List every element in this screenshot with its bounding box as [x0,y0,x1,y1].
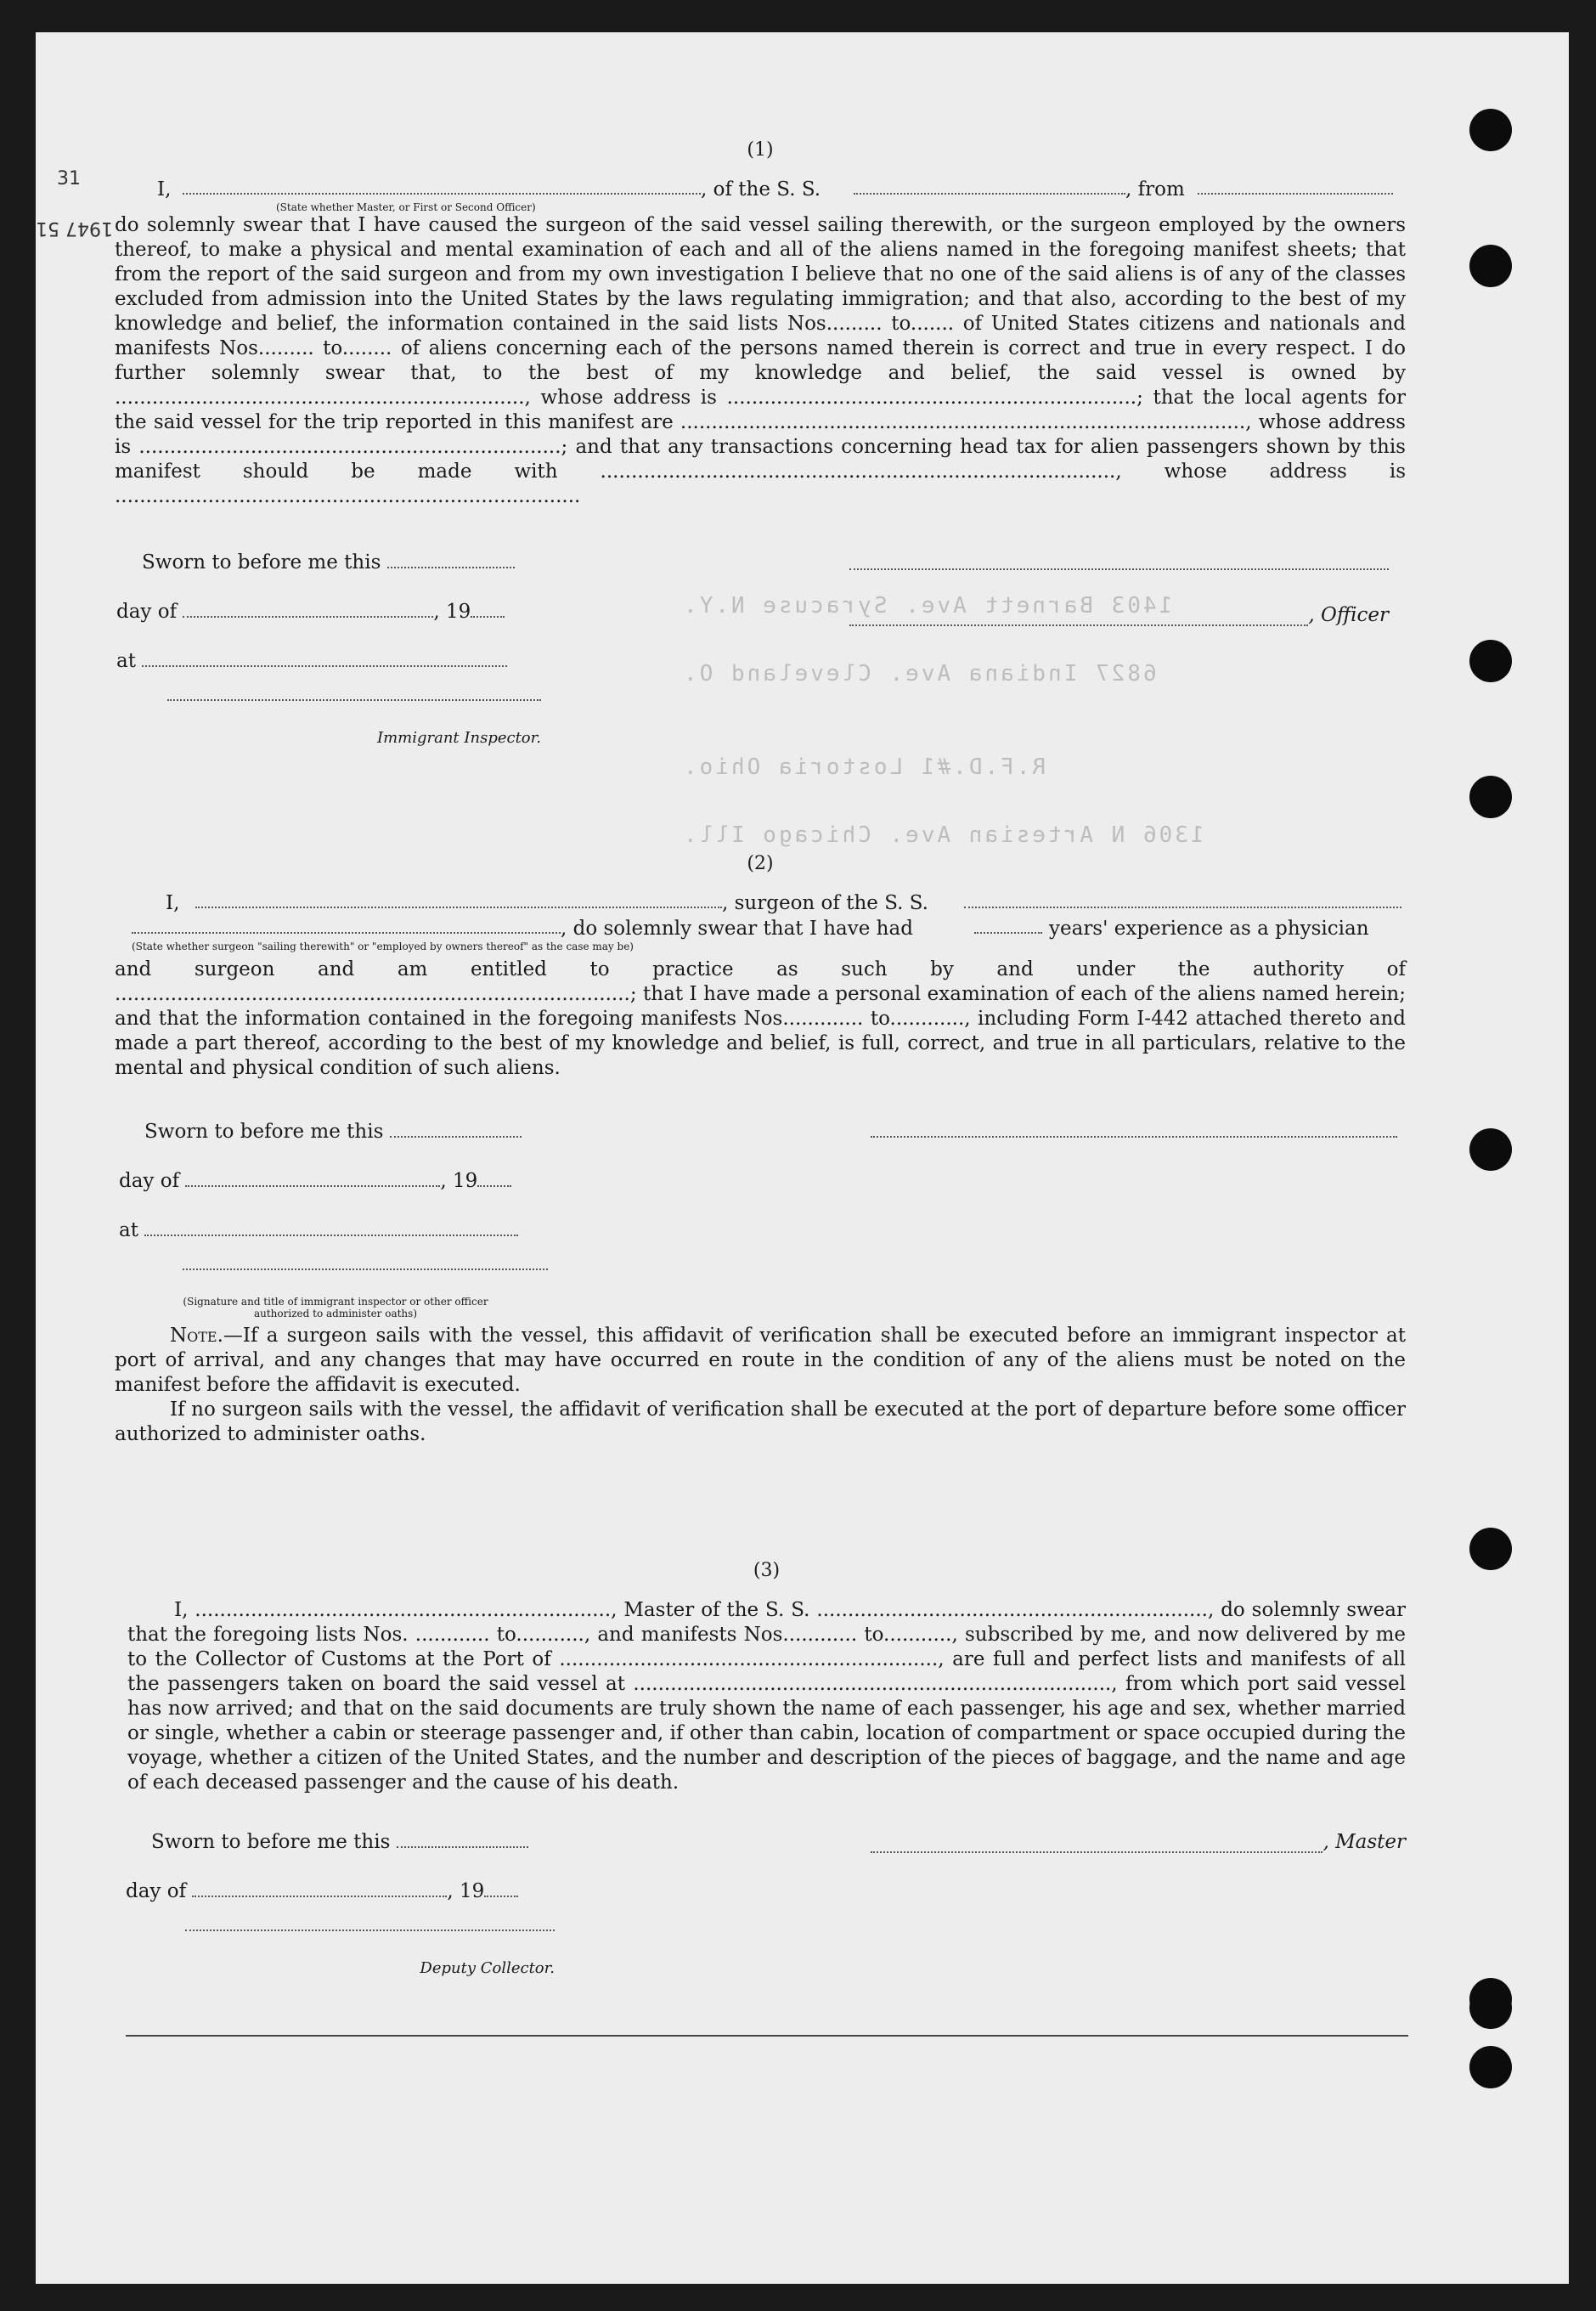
note-label: Note. [170,1325,223,1347]
bleed-through-text: 6827 Indiana Ave. Cleveland O. [681,661,1157,687]
sworn-text: Sworn to before me this [142,551,381,574]
signature-caption: (Signature and title of immigrant inspector or other officer authorized to administer oaths) [183,1296,488,1319]
officer-signature-line-1[interactable] [849,568,1389,570]
collector-signature-line[interactable] [185,1929,555,1931]
affidavit-section-1 [115,138,1406,509]
section-number: (3) [753,1560,781,1581]
vessel-name-field[interactable] [964,895,1401,908]
sworn-block-3 [126,1830,555,2006]
punch-hole [1469,1128,1512,1171]
officer-signature-line[interactable] [183,1268,548,1270]
sworn-block-2 [119,1120,548,1345]
line-text: I, [166,892,180,914]
master-signature-line[interactable] [871,1850,1322,1853]
affidavit-body: I, ..................................................................., Master of the S. S. ..............................................................., do solemnly swear that the foregoing lists Nos. ............ to..........., and manifests Nos............ to..........., subscribed by me, and now delivered by me to the Collector of Customs at the Port of ............................................................., are full and perfect lists and manifests of all the passengers taken on board the said vessel at ............................................................................., from which port said vessel has now arrived; and that on the said documents are truly shown the name of each passenger, his age and sex, whether married or single, whether a cabin or steerage passenger and, if other than cabin, location of compartment or space occupied during the voyage, whether a citizen of the United States, and the number and description of the pieces of baggage, and the name and age of each deceased passenger and the cause of his death. [127,1599,1406,1794]
sworn-text: Sworn to before me this [151,1831,391,1853]
day-field[interactable] [185,1173,440,1187]
port-from-field[interactable] [1198,181,1393,195]
year-field[interactable] [471,604,505,618]
officer-signature-line-2[interactable] [849,624,1308,626]
officer-line [115,178,1406,201]
vessel-name-field[interactable] [854,181,1125,195]
bleed-through-text: 1403 Barnett Ave. Syracuse N.Y. [681,593,1173,619]
surgeon-signature-line[interactable] [871,1135,1397,1138]
affidavit-body: do solemnly swear that I have caused the surgeon of the said vessel sailing therewith, or the surgeon employed by the owners thereof, to make a physical and mental examination of each and all of the aliens named in the foregoing manifest sheets; that from the report of the said surgeon and from my own investigation I believe that no one of the said aliens is of any of the classes excluded from admission into the United States by the laws regulating immigration; and that also, according to the best of my knowledge and belief, the information contained in the said lists Nos......... to....... of United States citizens and nationals and manifests Nos......... to........ of aliens concerning each of the persons named therein is correct and true in every respect. I do further solemnly swear that, to the best of my knowledge and belief, the said vessel is owned by .................................................................., whose address is ..................................................................; that the local agents for the said vessel for the trip reported in this manifest are ..........................................................................................., whose address is ....................................................................; and that any transactions concerning head tax for alien passengers shown by this manifest should be made with ..................................................................................., whose address is ........................................................................... [115,214,1406,507]
inspector-signature-line[interactable] [167,698,541,701]
at-text: at [116,650,136,672]
field-caption: (State whether Master, or First or Second Officer) [276,201,536,213]
section-number: (2) [747,853,774,874]
note-text: —If a surgeon sails with the vessel, this affidavit of verification shall be executed before an immigrant inspector at port of arrival, and any changes that may have occurred en route in the condition of any of the aliens must be noted on the manifest before the affidavit is executed. [115,1325,1406,1396]
sworn-date-field[interactable] [390,1124,522,1138]
master-signature-block [871,1831,1406,1853]
punch-hole [1469,1528,1512,1570]
day-of-text: day of [119,1170,180,1192]
punch-hole [1469,1986,1512,2029]
margin-number: 31 [57,168,81,189]
name-field[interactable] [183,181,701,195]
at-place-field[interactable] [142,653,507,667]
year-field[interactable] [477,1173,511,1187]
line-text: years' experience as a physician [1049,918,1369,940]
day-field[interactable] [192,1884,447,1897]
inspector-label: Immigrant Inspector. [376,729,541,747]
year-text: , 19 [440,1170,478,1192]
year-text: , 19 [447,1880,485,1902]
bottom-rule [126,2035,1408,2037]
note-block [115,1324,1406,1447]
punch-hole [1469,109,1512,151]
at-text: at [119,1219,138,1241]
day-field[interactable] [183,604,433,618]
years-field[interactable] [974,920,1042,934]
line-text: I, [157,178,172,201]
sworn-text: Sworn to before me this [144,1121,384,1143]
year-field[interactable] [484,1884,518,1897]
officer-signature-block [849,552,1389,626]
line-text: , of the S. S. [701,178,821,201]
punch-hole [1469,2046,1512,2088]
margin-number: 1947 51 [36,218,113,239]
surgeon-line-1 [115,891,1406,917]
section-number: (1) [747,139,774,161]
line-text: , from [1125,178,1185,201]
collector-label: Deputy Collector. [420,1959,555,1977]
surgeon-name-field[interactable] [195,895,722,908]
day-of-text: day of [126,1880,187,1902]
day-of-text: day of [116,601,178,623]
at-place-field[interactable] [144,1223,518,1236]
punch-hole [1469,776,1512,818]
master-label: , Master [1322,1831,1406,1853]
line-text: , surgeon of the S. S. [722,892,928,914]
year-text: , 19 [433,601,471,623]
bleed-through-text: 1306 N Artesian Ave. Chicago Ill. [681,822,1204,848]
affidavit-section-2 [115,851,1406,1081]
punch-hole [1469,640,1512,682]
punch-hole [1469,245,1512,287]
sworn-date-field[interactable] [387,555,515,568]
field-caption: (State whether surgeon "sailing therewith" or "employed by owners thereof" as the case may be) [132,941,634,952]
sworn-date-field[interactable] [397,1834,528,1848]
line-text: , do solemnly swear that I have had [561,918,913,940]
surgeon-line-2 [115,917,1406,941]
sworn-block-1 [116,551,541,776]
affidavit-section-3 [127,1558,1406,1795]
officer-label: , Officer [1308,604,1389,626]
surgeon-status-field[interactable] [132,920,561,934]
note-text: If no surgeon sails with the vessel, the affidavit of verification shall be executed at the port of departure before some officer authorized to administer oaths. [115,1398,1406,1445]
bleed-through-text: R.F.D.#1 Lostoria Ohio. [681,754,1046,780]
affidavit-body: and surgeon and am entitled to practice as such by and under the authority of ...................................................................................; that I have made a personal examination of each of the aliens named herein; and that the information contained in the foregoing manifests Nos............. to............, including Form I-442 attached thereto and made a part thereof, according to the best of my knowledge and belief, is full, correct, and true in all particulars, relative to the mental and physical condition of such aliens. [115,958,1406,1079]
